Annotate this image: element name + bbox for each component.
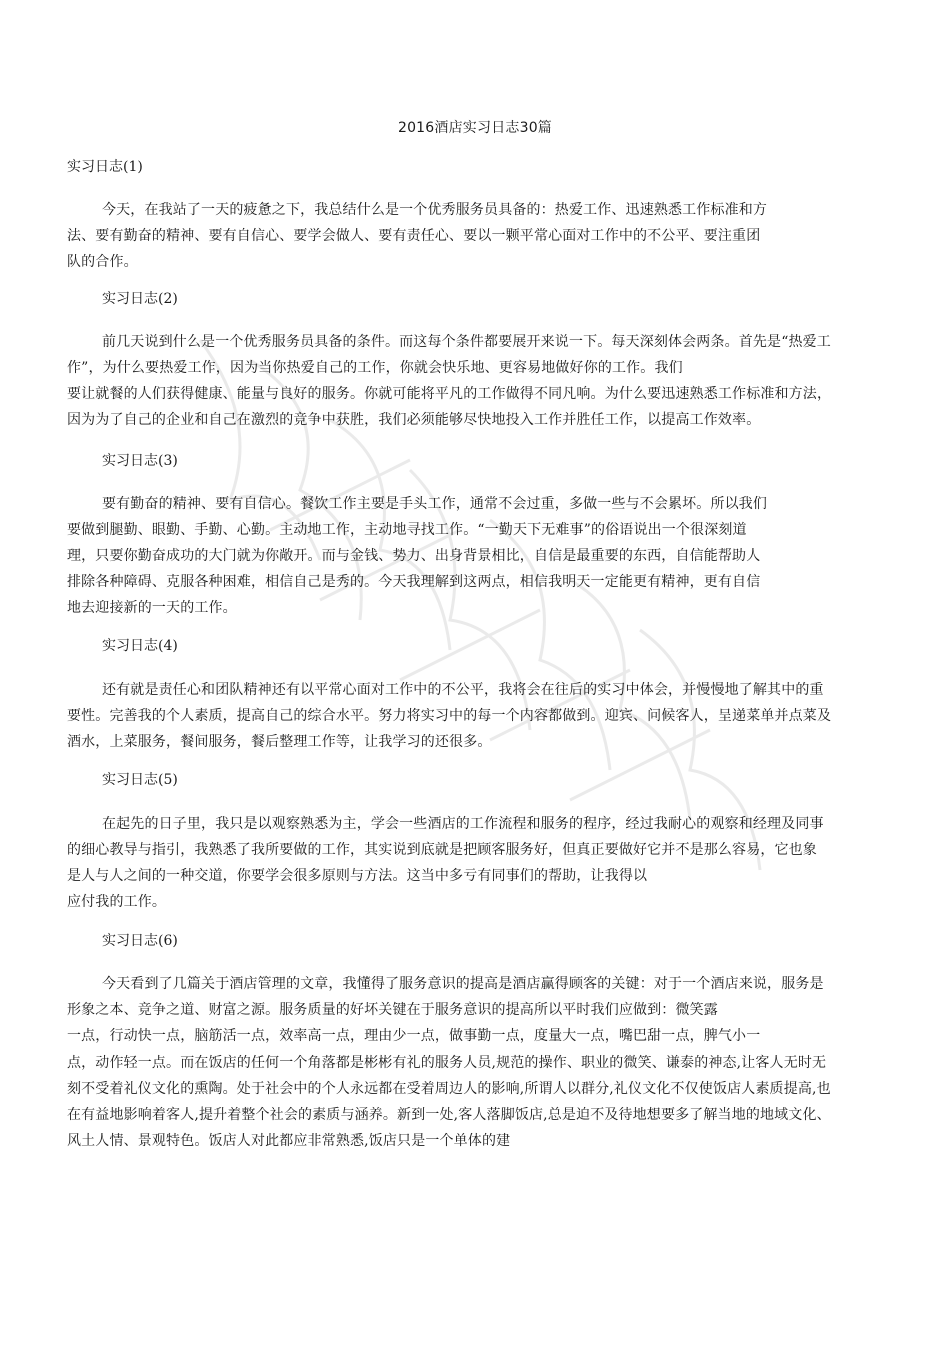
paragraph-line: 前几天说到什么是一个优秀服务员具备的条件。而这每个条件都要展开来说一下。每天深刻体会两条。首先是“热爱工 bbox=[102, 334, 831, 350]
entry-heading: 实习日志(6) bbox=[102, 933, 178, 949]
paragraph-line: 因为为了自己的企业和自己在激烈的竞争中获胜，我们必须能够尽快地投入工作并胜任工作，以提高工作效率。 bbox=[67, 412, 761, 428]
paragraph-line: 今天看到了几篇关于酒店管理的文章，我懂得了服务意识的提高是酒店赢得顾客的关键：对于一个酒店来说，服务是 bbox=[102, 976, 824, 992]
paragraph-line: 今天，在我站了一天的疲惫之下，我总结什么是一个优秀服务员具备的：热爱工作、迅速熟悉工作标准和方 bbox=[102, 202, 768, 218]
paragraph-line: 法、要有勤奋的精神、要有自信心、要学会做人、要有责任心、要以一颗平常心面对工作中的不公平、要注重团 bbox=[67, 228, 761, 244]
paragraph-line: 还有就是责任心和团队精神还有以平常心面对工作中的不公平，我将会在往后的实习中体会，并慢慢地了解其中的重 bbox=[102, 682, 824, 698]
paragraph-line: 点，动作轻一点。而在饭店的任何一个角落都是彬彬有礼的服务人员,规范的操作、职业的微笑、谦泰的神态,让客人无时无 bbox=[67, 1055, 827, 1071]
paragraph-line: 应付我的工作。 bbox=[67, 894, 167, 910]
entry-heading: 实习日志(2) bbox=[102, 291, 178, 307]
paragraph-line: 风土人情、景观特色。饭店人对此都应非常熟悉,饭店只是一个单体的建 bbox=[67, 1133, 511, 1149]
paragraph-line: 理，只要你勤奋成功的大门就为你敞开。而与金钱、势力、出身背景相比，自信是最重要的东西，自信能帮助人 bbox=[67, 548, 761, 564]
paragraph-line: 排除各种障碍、克服各种困难，相信自己是秀的。今天我理解到这两点，相信我明天一定能更有精神，更有自信 bbox=[67, 574, 761, 590]
paragraph-line: 一点，行动快一点，脑筋活一点，效率高一点，理由少一点，做事勤一点，度量大一点，嘴巴甜一点，脾气小一 bbox=[67, 1028, 761, 1044]
paragraph-line: 地去迎接新的一天的工作。 bbox=[67, 600, 237, 616]
paragraph-line: 作”，为什么要热爱工作，因为当你热爱自己的工作，你就会快乐地、更容易地做好你的工作。我们 bbox=[67, 360, 683, 376]
document-title: 2016酒店实习日志30篇 bbox=[397, 120, 553, 136]
entry-heading: 实习日志(1) bbox=[67, 159, 143, 175]
entry-heading: 实习日志(5) bbox=[102, 772, 178, 788]
paragraph-line: 队的合作。 bbox=[67, 254, 138, 270]
entry-heading: 实习日志(4) bbox=[102, 638, 178, 654]
paragraph-line: 要性。完善我的个人素质，提高自己的综合水平。努力将实习中的每一个内容都做到。迎宾、问候客人，呈递菜单并点菜及 bbox=[67, 708, 832, 724]
paragraph-line: 刻不受着礼仪文化的熏陶。处于社会中的个人永远都在受着周边人的影响,所谓人以群分,礼仪文化不仅使饭店人素质提高,也 bbox=[67, 1081, 831, 1097]
paragraph-line: 要做到腿勤、眼勤、手勤、心勤。主动地工作，主动地寻找工作。“一勤天下无难事”的俗语说出一个很深刻道 bbox=[67, 522, 747, 538]
paragraph-line: 形象之本、竞争之道、财富之源。服务质量的好坏关键在于服务意识的提高所以平时我们应做到：微笑露 bbox=[67, 1002, 718, 1018]
paragraph-line: 的细心教导与指引，我熟悉了我所要做的工作，其实说到底就是把顾客服务好，但真正要做好它并不是那么容易，它也象 bbox=[67, 842, 817, 858]
paragraph-line: 酒水，上菜服务，餐间服务，餐后整理工作等，让我学习的还很多。 bbox=[67, 734, 492, 750]
paragraph-line: 要让就餐的人们获得健康、能量与良好的服务。你就可能将平凡的工作做得不同凡响。为什么要迅速熟悉工作标准和方法， bbox=[67, 386, 832, 402]
entry-heading: 实习日志(3) bbox=[102, 453, 178, 469]
paragraph-line: 在有益地影响着客人,提升着整个社会的素质与涵养。新到一处,客人落脚饭店,总是迫不及待地想要多了解当地的地域文化、 bbox=[67, 1107, 831, 1123]
paragraph-line: 在起先的日子里，我只是以观察熟悉为主，学会一些酒店的工作流程和服务的程序，经过我耐心的观察和经理及同事 bbox=[102, 816, 824, 832]
paragraph-line: 要有勤奋的精神、要有自信心。餐饮工作主要是手头工作，通常不会过重，多做一些与不会累坏。所以我们 bbox=[102, 496, 768, 512]
paragraph-line: 是人与人之间的一种交道，你要学会很多原则与方法。这当中多亏有同事们的帮助，让我得以 bbox=[67, 868, 648, 884]
